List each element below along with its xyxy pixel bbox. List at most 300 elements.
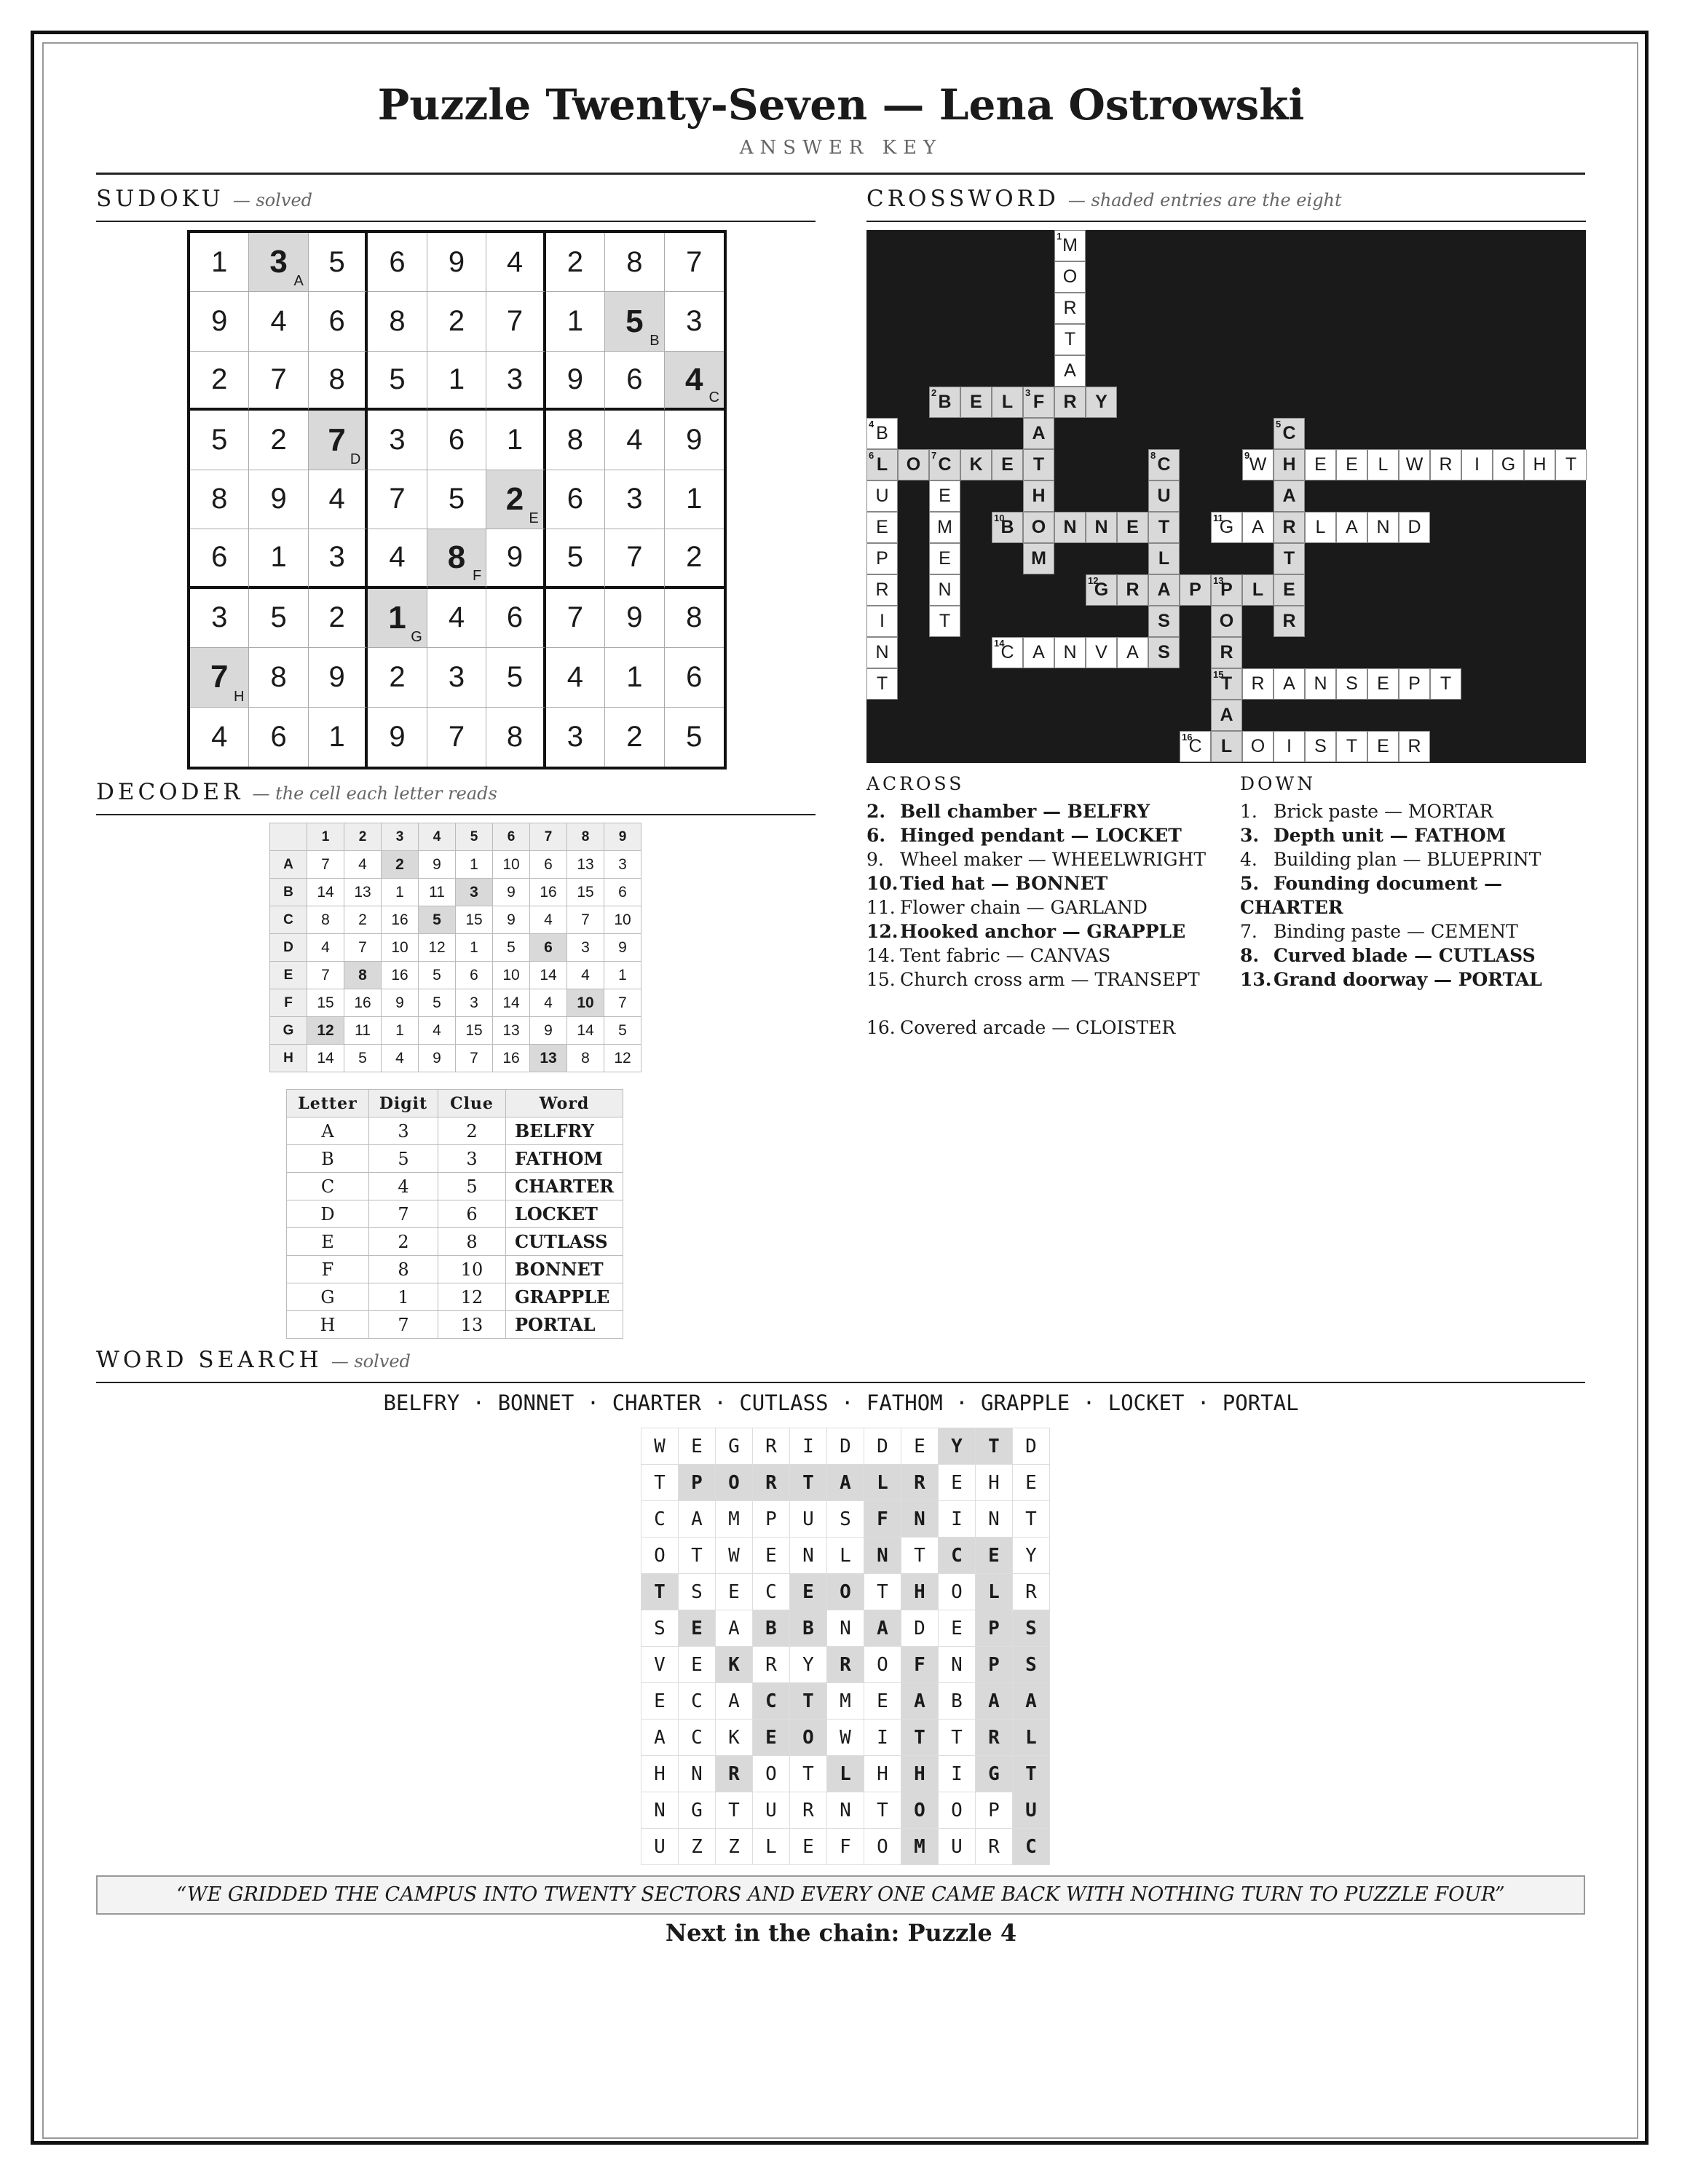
wordsearch-cell: T (716, 1792, 753, 1829)
wordsearch-cell: S (1013, 1610, 1050, 1647)
decoder-cell: 7 (604, 989, 641, 1017)
wordsearch-cell: O (827, 1574, 864, 1610)
sudoku-cell-tag: D (350, 451, 361, 467)
decoder-table (269, 823, 641, 1072)
clue-text: Church cross arm — TRANSEPT (900, 969, 1200, 990)
sudoku-cell: 3 (190, 589, 249, 648)
wordsearch-cell: O (790, 1720, 827, 1756)
sudoku-cell-tag: H (233, 688, 245, 705)
sudoku-cell: 6 (665, 648, 724, 707)
wordsearch-cell: S (679, 1574, 716, 1610)
clue-number: 15. (866, 969, 896, 990)
sudoku-cell: 6 (546, 470, 605, 529)
wordsearch-cell: R (790, 1792, 827, 1829)
crossword-cell: A (1274, 668, 1305, 700)
wordsearch-cell: E (679, 1610, 716, 1647)
sudoku-cell: 9 (605, 589, 664, 648)
decoder-col-header: 8 (567, 823, 604, 851)
wordsearch-cell: M (827, 1683, 864, 1720)
crossword-cell: W (1399, 449, 1430, 480)
crossword-cell: U (1148, 480, 1180, 512)
key-header: Word (506, 1090, 623, 1117)
wordsearch-cell: O (641, 1538, 679, 1574)
key-cell: 4 (369, 1173, 438, 1200)
crossword-cell: K (960, 449, 992, 480)
crossword-cell: T (1023, 449, 1054, 480)
decoder-cell: 16 (530, 879, 567, 906)
decoder-col-header: 1 (307, 823, 344, 851)
crossword-cell: M 1 (1054, 230, 1086, 261)
header-rule (96, 173, 1585, 175)
wordsearch-cell: G (976, 1756, 1013, 1792)
wordsearch-cell: F (827, 1829, 864, 1865)
wordsearch-grid (641, 1428, 1050, 1865)
wordsearch-cell: H (901, 1574, 939, 1610)
sudoku-cell: 5 (486, 648, 545, 707)
crossword-clue (1240, 871, 1582, 919)
wordsearch-cell: T (901, 1538, 939, 1574)
clue-number: 8. (1240, 945, 1260, 966)
sudoku-cell: 7 (546, 589, 605, 648)
key-header: Letter (287, 1090, 369, 1117)
sudoku-cell: 4 C (665, 352, 724, 411)
wordsearch-cell: N (864, 1538, 901, 1574)
clue-text: Grand doorway — PORTAL (1274, 969, 1542, 990)
sudoku-cell: 9 (368, 708, 427, 767)
crossword-clue-number: 16 (1182, 732, 1193, 743)
sudoku-cell: 5 (546, 529, 605, 588)
crossword-cell: N (1367, 512, 1399, 543)
crossword-cell: H (1524, 449, 1555, 480)
sudoku-cell: 3 A (249, 233, 308, 292)
decoder-cell: 15 (456, 906, 493, 934)
decoder-row-header: C (270, 906, 307, 934)
crossword-clue (866, 823, 1209, 847)
sudoku-cell: 5 (368, 352, 427, 411)
crossword-cell: G (1493, 449, 1524, 480)
clue-text: Curved blade — CUTLASS (1274, 945, 1536, 966)
crossword-cell: N (1054, 512, 1086, 543)
sudoku-cell: 2 (546, 233, 605, 292)
wordsearch-cell: B (939, 1683, 976, 1720)
key-cell: 7 (369, 1200, 438, 1228)
wordsearch-cell: E (716, 1574, 753, 1610)
wordsearch-cell: E (901, 1428, 939, 1465)
wordsearch-cell: B (790, 1610, 827, 1647)
wordsearch-cell: L (864, 1465, 901, 1501)
decoder-cell: 9 (530, 1017, 567, 1045)
sudoku-cell: 8 (309, 352, 368, 411)
wordsearch-cell: G (716, 1428, 753, 1465)
decoder-col-header: 5 (456, 823, 493, 851)
decoder-cell: 15 (567, 879, 604, 906)
crossword-cell: B 10 (992, 512, 1023, 543)
crossword-cell: B 2 (929, 387, 960, 418)
sudoku-cell: 4 (249, 292, 308, 351)
decoder-cell: 14 (307, 1045, 344, 1072)
decoder-cell: 4 (307, 934, 344, 962)
sudoku-cell: 3 (665, 292, 724, 351)
wordsearch-cell: F (901, 1647, 939, 1683)
decoder-cell: 10 (493, 851, 530, 879)
key-cell: BONNET (506, 1256, 623, 1283)
crossword-clue-number: 9 (1244, 450, 1250, 461)
decoder-cell: 2 (344, 906, 382, 934)
wordsearch-cell: R (1013, 1574, 1050, 1610)
crossword-cell: B 4 (866, 418, 898, 449)
crossword-cell: R (1054, 387, 1086, 418)
wordsearch-cell: E (641, 1683, 679, 1720)
decoder-cell: 9 (604, 934, 641, 962)
crossword-cell: R (1274, 606, 1305, 637)
wordsearch-cell: T (679, 1538, 716, 1574)
wordsearch-cell: R (753, 1428, 790, 1465)
sudoku-cell: 1 (486, 411, 545, 470)
sudoku-cell: 6 (368, 233, 427, 292)
decoder-key-table (286, 1089, 623, 1339)
wordsearch-cell: S (641, 1610, 679, 1647)
crossword-clue-number: 8 (1150, 450, 1156, 461)
crossword-clue (866, 968, 1209, 992)
wordsearch-cell: L (827, 1756, 864, 1792)
decoder-cell: 14 (493, 989, 530, 1017)
sudoku-cell: 9 (190, 292, 249, 351)
wordsearch-cell: A (976, 1683, 1013, 1720)
decoder-row-header: D (270, 934, 307, 962)
wordsearch-cell: I (790, 1428, 827, 1465)
wordsearch-cell: I (864, 1720, 901, 1756)
sudoku-cell: 2 (249, 411, 308, 470)
sudoku-grid (187, 230, 727, 769)
sudoku-cell: 1 (665, 470, 724, 529)
wordsearch-cell: B (753, 1610, 790, 1647)
sudoku-cell: 6 (249, 708, 308, 767)
wordsearch-cell: O (864, 1647, 901, 1683)
key-cell: 6 (438, 1200, 506, 1228)
crossword-cell: R (1430, 449, 1461, 480)
sudoku-cell: 2 E (486, 470, 545, 529)
crossword-cell: I (1461, 449, 1493, 480)
wordsearch-cell: O (753, 1756, 790, 1792)
decoder-cell: 3 (567, 934, 604, 962)
wordsearch-cell: E (790, 1574, 827, 1610)
crossword-cell: A (1242, 512, 1274, 543)
sudoku-cell: 4 (486, 233, 545, 292)
wordsearch-cell: T (939, 1720, 976, 1756)
crossword-cell: E (960, 387, 992, 418)
wordsearch-cell: E (679, 1428, 716, 1465)
sudoku-cell: 5 (249, 589, 308, 648)
crossword-cell: Y (1086, 387, 1117, 418)
crossword-clue (866, 919, 1209, 943)
key-cell: C (287, 1173, 369, 1200)
crossword-cell: G 11 (1211, 512, 1242, 543)
key-cell: CHARTER (506, 1173, 623, 1200)
sudoku-cell: 8 F (427, 529, 486, 588)
wordsearch-cell: E (753, 1538, 790, 1574)
wordsearch-cell: N (679, 1756, 716, 1792)
sudoku-cell: 7 H (190, 648, 249, 707)
wordsearch-cell: I (939, 1756, 976, 1792)
crossword-cell: E (929, 543, 960, 574)
sudoku-cell: 8 (605, 233, 664, 292)
decoder-cell: 5 (419, 989, 456, 1017)
decoder-cell: 1 (456, 851, 493, 879)
sudoku-cell-tag: G (411, 629, 422, 646)
key-cell: GRAPPLE (506, 1283, 623, 1311)
wordsearch-cell: W (641, 1428, 679, 1465)
crossword-cell: R (1399, 731, 1430, 762)
decoder-cell: 6 (456, 962, 493, 989)
crossword-clue (866, 847, 1209, 871)
wordsearch-cell: F (864, 1501, 901, 1538)
wordsearch-cell: T (1013, 1756, 1050, 1792)
crossword-clue (1240, 823, 1582, 847)
decoder-cell: 8 (307, 906, 344, 934)
sudoku-cell: 6 (486, 589, 545, 648)
decoder-title: DECODER (96, 779, 244, 805)
decoder-cell: 12 (307, 1017, 344, 1045)
wordsearch-cell: T (641, 1574, 679, 1610)
clue-number: 7. (1240, 921, 1257, 942)
decoder-row-header: H (270, 1045, 307, 1072)
sudoku-cell: 1 (249, 529, 308, 588)
clue-text: Hooked anchor — GRAPPLE (900, 921, 1186, 942)
quote-box: “WE GRIDDED THE CAMPUS INTO TWENTY SECTORS AND EVERY ONE CAME BACK WITH NOTHING TURN TO PUZZLE FOUR” (96, 1875, 1585, 1915)
sudoku-cell: 1 (546, 292, 605, 351)
wordsearch-cell: E (939, 1465, 976, 1501)
key-cell: LOCKET (506, 1200, 623, 1228)
clue-number: 4. (1240, 849, 1257, 870)
wordsearch-cell: A (827, 1465, 864, 1501)
wordsearch-cell: D (1013, 1428, 1050, 1465)
crossword-cell: C 5 (1274, 418, 1305, 449)
crossword-cell: T (1274, 543, 1305, 574)
wordsearch-cell: C (1013, 1829, 1050, 1865)
page-title: Puzzle Twenty-Seven — Lena Ostrowski (377, 80, 1305, 130)
crossword-cell: L (1367, 449, 1399, 480)
crossword-cell: E (1367, 731, 1399, 762)
sudoku-cell: 1 (605, 648, 664, 707)
sudoku-cell: 8 (368, 292, 427, 351)
key-cell: G (287, 1283, 369, 1311)
clue-text: Founding document — CHARTER (1240, 873, 1503, 918)
clue-text: Bell chamber — BELFRY (900, 801, 1150, 822)
wordsearch-cell: U (790, 1501, 827, 1538)
clue-number: 12. (866, 921, 899, 942)
key-cell: 13 (438, 1311, 506, 1339)
clue-number: 9. (866, 849, 884, 870)
sudoku-cell: 3 (368, 411, 427, 470)
wordsearch-heading (96, 1347, 1585, 1383)
decoder-cell: 4 (419, 1017, 456, 1045)
wordsearch-cell: A (1013, 1683, 1050, 1720)
clue-number: 16. (866, 1017, 896, 1038)
key-cell: B (287, 1145, 369, 1173)
wordsearch-cell: C (753, 1683, 790, 1720)
sudoku-cell: 8 (546, 411, 605, 470)
decoder-cell: 13 (344, 879, 382, 906)
crossword-note: — shaded entries are the eight (1067, 190, 1342, 210)
decoder-cell: 16 (382, 906, 419, 934)
decoder-cell: 13 (493, 1017, 530, 1045)
clue-number: 11. (866, 897, 896, 918)
crossword-cell: R (1211, 637, 1242, 668)
crossword-cell: T (1336, 731, 1367, 762)
wordsearch-cell: C (753, 1574, 790, 1610)
key-cell: H (287, 1311, 369, 1339)
sudoku-cell: 9 (486, 529, 545, 588)
crossword-title: CROSSWORD (866, 186, 1059, 212)
crossword-clue-number: 6 (869, 450, 874, 461)
decoder-cell: 5 (604, 1017, 641, 1045)
clue-number: 3. (1240, 825, 1260, 846)
sudoku-cell: 3 (309, 529, 368, 588)
decoder-cell: 13 (567, 851, 604, 879)
crossword-cell: E (1274, 574, 1305, 606)
wordsearch-cell: P (976, 1792, 1013, 1829)
wordsearch-cell: A (864, 1610, 901, 1647)
sudoku-cell: 2 (665, 529, 724, 588)
sudoku-cell: 9 (665, 411, 724, 470)
crossword-cell: E (992, 449, 1023, 480)
crossword-cell: R (866, 574, 898, 606)
sudoku-cell-tag: F (473, 567, 482, 584)
decoder-cell: 4 (344, 851, 382, 879)
decoder-cell: 13 (530, 1045, 567, 1072)
wordsearch-cell: N (827, 1792, 864, 1829)
sudoku-cell: 5 (427, 470, 486, 529)
sudoku-cell: 4 (368, 529, 427, 588)
decoder-cell: 4 (382, 1045, 419, 1072)
decoder-heading (96, 779, 816, 815)
decoder-cell: 7 (307, 851, 344, 879)
sudoku-cell: 2 (605, 708, 664, 767)
crossword-cell: C 16 (1180, 731, 1211, 762)
crossword-cell: S (1305, 731, 1336, 762)
wordsearch-cell: H (641, 1756, 679, 1792)
wordsearch-cell: O (939, 1574, 976, 1610)
crossword-cell: O (1211, 606, 1242, 637)
crossword-clue-number: 7 (931, 450, 937, 461)
decoder-cell: 11 (419, 879, 456, 906)
key-cell: 1 (369, 1283, 438, 1311)
crossword-cell: R (1117, 574, 1148, 606)
sudoku-cell: 9 (309, 648, 368, 707)
crossword-cell: R (1274, 512, 1305, 543)
crossword-cell: L (1148, 543, 1180, 574)
wordsearch-cell: D (827, 1428, 864, 1465)
sudoku-cell: 7 (665, 233, 724, 292)
key-cell: 7 (369, 1311, 438, 1339)
decoder-cell: 10 (382, 934, 419, 962)
decoder-col-header: 4 (419, 823, 456, 851)
wordsearch-cell: Y (939, 1428, 976, 1465)
key-header: Digit (369, 1090, 438, 1117)
key-cell: 5 (438, 1173, 506, 1200)
decoder-cell: 3 (456, 879, 493, 906)
clue-number: 1. (1240, 801, 1257, 822)
wordsearch-cell: O (901, 1792, 939, 1829)
crossword-cell: N (1305, 668, 1336, 700)
crossword-cell: T (866, 668, 898, 700)
decoder-cell: 5 (419, 962, 456, 989)
wordsearch-cell: T (1013, 1501, 1050, 1538)
crossword-cell: S (1148, 606, 1180, 637)
wordsearch-cell: D (901, 1610, 939, 1647)
wordsearch-cell: U (641, 1829, 679, 1865)
wordsearch-cell: A (716, 1683, 753, 1720)
clue-text: Building plan — BLUEPRINT (1274, 849, 1541, 870)
key-cell: BELFRY (506, 1117, 623, 1145)
wordsearch-cell: R (753, 1465, 790, 1501)
sudoku-cell: 3 (427, 648, 486, 707)
sudoku-title: SUDOKU (96, 186, 224, 212)
crossword-cell: O (898, 449, 929, 480)
wordsearch-cell: T (976, 1428, 1013, 1465)
wordsearch-cell: E (790, 1829, 827, 1865)
crossword-cell: S (1148, 637, 1180, 668)
sudoku-cell: 7 (368, 470, 427, 529)
sudoku-cell: 1 (309, 708, 368, 767)
decoder-cell: 15 (307, 989, 344, 1017)
crossword-cell: E (1117, 512, 1148, 543)
page-subtitle: ANSWER KEY (739, 137, 943, 159)
decoder-cell: 16 (382, 962, 419, 989)
sudoku-cell: 2 (190, 352, 249, 411)
decoder-cell: 16 (344, 989, 382, 1017)
wordsearch-cell: R (827, 1647, 864, 1683)
clue-number: 6. (866, 825, 886, 846)
sudoku-cell: 9 (249, 470, 308, 529)
crossword-cell: L (1242, 574, 1274, 606)
key-cell: 8 (438, 1228, 506, 1256)
crossword-cell: T (1054, 324, 1086, 355)
decoder-cell: 4 (530, 906, 567, 934)
crossword-clue-number: 10 (994, 513, 1005, 523)
wordsearch-cell: T (790, 1465, 827, 1501)
wordsearch-cell: R (901, 1465, 939, 1501)
wordsearch-cell: O (716, 1465, 753, 1501)
key-cell: FATHOM (506, 1145, 623, 1173)
wordsearch-cell: O (939, 1792, 976, 1829)
crossword-clue-number: 15 (1213, 669, 1224, 680)
decoder-cell: 1 (456, 934, 493, 962)
decoder-row-header: E (270, 962, 307, 989)
crossword-cell: R (1054, 293, 1086, 324)
crossword-clue (1240, 799, 1582, 823)
decoder-note: — the cell each letter reads (252, 783, 497, 804)
wordsearch-cell: T (864, 1574, 901, 1610)
wordsearch-cell: R (976, 1720, 1013, 1756)
wordsearch-cell: L (1013, 1720, 1050, 1756)
sudoku-cell: 7 (486, 292, 545, 351)
wordsearch-cell: I (939, 1501, 976, 1538)
clue-text: Brick paste — MORTAR (1274, 801, 1493, 822)
decoder-cell: 1 (382, 879, 419, 906)
sudoku-cell: 8 (249, 648, 308, 707)
wordsearch-cell: O (864, 1829, 901, 1865)
sudoku-cell-tag: B (649, 332, 660, 349)
decoder-cell: 7 (307, 962, 344, 989)
wordsearch-cell: A (716, 1610, 753, 1647)
wordsearch-cell: V (641, 1647, 679, 1683)
key-cell: 5 (369, 1145, 438, 1173)
wordsearch-cell: N (976, 1501, 1013, 1538)
decoder-row-header: A (270, 851, 307, 879)
wordsearch-cell: E (753, 1720, 790, 1756)
wordsearch-cell: H (976, 1465, 1013, 1501)
